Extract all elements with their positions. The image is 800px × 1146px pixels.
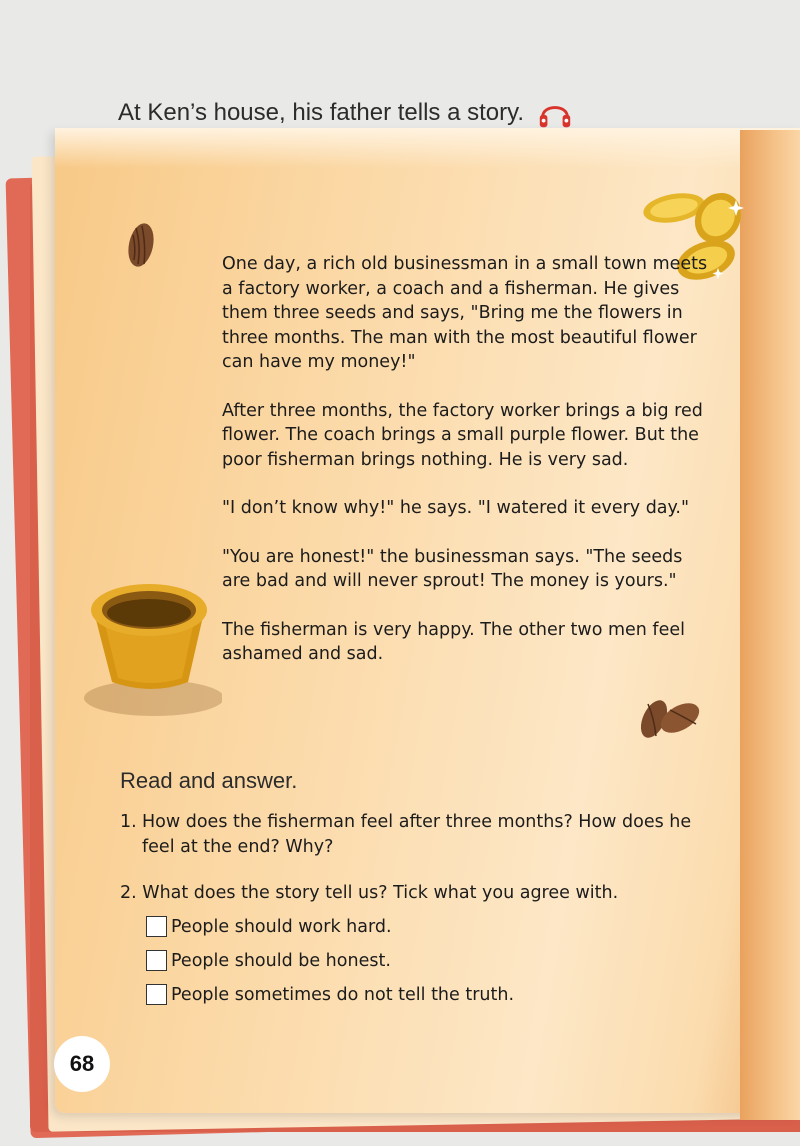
flower-pot-icon — [72, 570, 222, 720]
right-page-curl — [740, 130, 800, 1120]
heading-text: At Ken’s house, his father tells a story. — [118, 99, 524, 126]
option-work-hard[interactable] — [146, 916, 392, 937]
checkbox[interactable] — [146, 916, 167, 937]
question-1-number: 1. — [120, 812, 137, 832]
option-label: People sometimes do not tell the truth. — [171, 984, 515, 1005]
story-paragraph-4: "You are honest!" the businessman says. "The seeds are bad and will never sprout! The money is yours." — [222, 546, 683, 591]
page-number: 68 — [54, 1036, 110, 1092]
page-heading — [118, 94, 574, 132]
story-paragraph-3: "I don’t know why!" he says. "I watered it every day." — [222, 498, 690, 518]
story-text — [222, 252, 712, 691]
seed-icon — [124, 220, 158, 270]
option-label: People should work hard. — [171, 916, 392, 937]
story-paragraph-1: One day, a rich old businessman in a small town meets a factory worker, a coach and a fisherman. He gives them three seeds and says, "Bring me the flowers in three months. The man with the most beautiful flower can have my money!" — [222, 254, 708, 372]
question-1 — [120, 810, 720, 860]
option-truth[interactable] — [146, 984, 514, 1005]
checkbox[interactable] — [146, 950, 167, 971]
question-1-text: How does the fisherman feel after three months? How does he feel at the end? Why? — [142, 812, 692, 857]
option-honest[interactable] — [146, 950, 391, 971]
headphones-icon[interactable] — [536, 94, 574, 132]
story-paragraph-5: The fisherman is very happy. The other two men feel ashamed and sad. — [222, 619, 685, 664]
seeds-icon — [634, 696, 704, 742]
option-label: People should be honest. — [171, 950, 391, 971]
questions-title: Read and answer. — [120, 768, 298, 793]
page-fold-highlight — [55, 128, 800, 168]
story-paragraph-2: After three months, the factory worker brings a big red flower. The coach brings a small purple flower. But the poor fisherman brings nothing. He is very sad. — [222, 400, 703, 470]
question-2: 2. What does the story tell us? Tick what you agree with. — [120, 883, 619, 903]
checkbox[interactable] — [146, 984, 167, 1005]
